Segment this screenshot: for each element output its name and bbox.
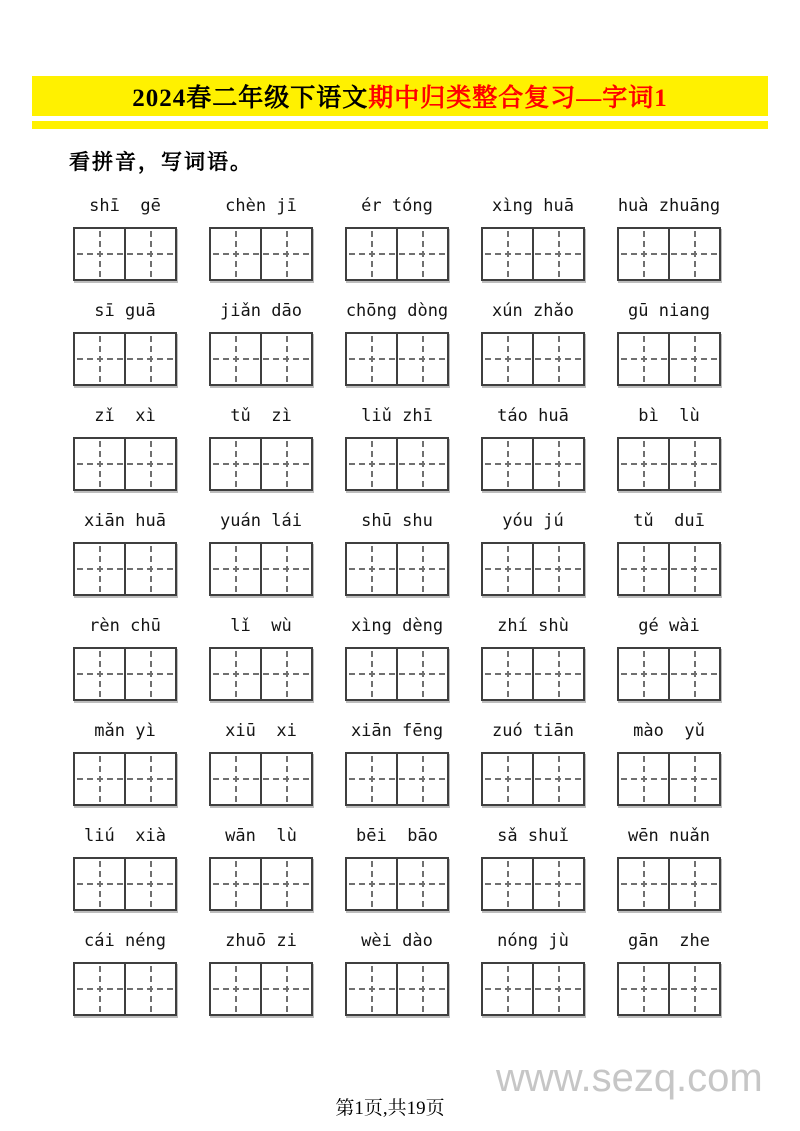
- grid-center-horizontal-dash: [485, 883, 581, 885]
- writing-grid: [209, 857, 313, 911]
- word-row: [72, 610, 722, 715]
- writing-grid: [73, 752, 177, 806]
- word-item: [616, 295, 722, 400]
- word-row: [72, 505, 722, 610]
- writing-grid: [73, 332, 177, 386]
- word-row: [72, 715, 722, 820]
- word-item: [72, 610, 178, 715]
- grid-center-horizontal-dash: [349, 463, 445, 465]
- word-item: [344, 505, 450, 610]
- word-item: [480, 295, 586, 400]
- pinyin-label: gé wài: [638, 616, 700, 636]
- writing-grid: [73, 962, 177, 1016]
- grid-center-horizontal-dash: [621, 988, 717, 990]
- word-item: [616, 715, 722, 820]
- pinyin-label: sī guā: [94, 301, 156, 321]
- writing-grid: [345, 857, 449, 911]
- pinyin-label: bì lù: [638, 406, 700, 426]
- word-item: [480, 190, 586, 295]
- grid-center-horizontal-dash: [485, 673, 581, 675]
- word-item: [344, 295, 450, 400]
- pinyin-label: nóng jù: [497, 931, 569, 951]
- writing-grid: [209, 962, 313, 1016]
- grid-center-horizontal-dash: [77, 673, 173, 675]
- word-item: [616, 400, 722, 505]
- writing-grid: [617, 227, 721, 281]
- watermark: www.sezq.com: [496, 1056, 763, 1100]
- word-item: [480, 925, 586, 1030]
- word-item: [208, 715, 314, 820]
- word-item: [480, 610, 586, 715]
- word-item: [72, 820, 178, 925]
- pinyin-label: sǎ shuǐ: [497, 826, 569, 846]
- word-item: [208, 610, 314, 715]
- writing-grid: [617, 752, 721, 806]
- word-item: [208, 400, 314, 505]
- writing-grid: [481, 542, 585, 596]
- word-item: [616, 505, 722, 610]
- word-item: [616, 190, 722, 295]
- pinyin-label: rèn chū: [89, 616, 161, 636]
- writing-grid: [73, 647, 177, 701]
- grid-center-horizontal-dash: [213, 253, 309, 255]
- grid-center-horizontal-dash: [349, 673, 445, 675]
- grid-center-horizontal-dash: [349, 253, 445, 255]
- word-row: [72, 820, 722, 925]
- writing-grid: [209, 647, 313, 701]
- pinyin-label: shī gē: [89, 196, 161, 216]
- writing-grid: [481, 752, 585, 806]
- writing-grid: [73, 227, 177, 281]
- writing-grid: [481, 647, 585, 701]
- pinyin-label: xún zhǎo: [492, 301, 574, 321]
- grid-center-horizontal-dash: [77, 778, 173, 780]
- writing-grid: [209, 752, 313, 806]
- grid-center-horizontal-dash: [621, 673, 717, 675]
- pinyin-label: zhí shù: [497, 616, 569, 636]
- writing-grid: [345, 542, 449, 596]
- pinyin-label: shū shu: [361, 511, 433, 531]
- writing-grid: [209, 332, 313, 386]
- pinyin-label: yóu jú: [502, 511, 564, 531]
- pinyin-label: zhuō zi: [225, 931, 297, 951]
- pinyin-label: wèi dào: [361, 931, 433, 951]
- pinyin-label: gān zhe: [628, 931, 710, 951]
- word-item: [208, 925, 314, 1030]
- writing-grid: [481, 857, 585, 911]
- grid-center-horizontal-dash: [77, 463, 173, 465]
- pinyin-label: tǔ zì: [230, 406, 292, 426]
- writing-grid: [481, 227, 585, 281]
- writing-grid: [617, 962, 721, 1016]
- grid-center-horizontal-dash: [213, 358, 309, 360]
- writing-grid: [209, 437, 313, 491]
- word-item: [480, 715, 586, 820]
- grid-center-horizontal-dash: [77, 358, 173, 360]
- word-item: [208, 190, 314, 295]
- pinyin-label: liú xià: [84, 826, 166, 846]
- grid-center-horizontal-dash: [77, 883, 173, 885]
- grid-center-horizontal-dash: [213, 568, 309, 570]
- pinyin-label: mǎn yì: [94, 721, 156, 741]
- writing-grid: [617, 332, 721, 386]
- writing-grid: [73, 437, 177, 491]
- word-item: [72, 715, 178, 820]
- word-item: [344, 925, 450, 1030]
- word-item: [616, 925, 722, 1030]
- pinyin-label: chèn jī: [225, 196, 297, 216]
- pinyin-label: wān lù: [225, 826, 297, 846]
- writing-grid: [345, 647, 449, 701]
- banner-underline-strip: [32, 121, 768, 129]
- grid-center-horizontal-dash: [77, 253, 173, 255]
- word-item: [72, 190, 178, 295]
- word-row: [72, 295, 722, 400]
- pinyin-label: wēn nuǎn: [628, 826, 710, 846]
- writing-grid: [617, 437, 721, 491]
- pinyin-label: xìng dèng: [350, 616, 444, 636]
- writing-grid: [617, 857, 721, 911]
- writing-grid: [481, 962, 585, 1016]
- word-row: [72, 400, 722, 505]
- title-text-red: 期中归类整合复习—字词1: [368, 85, 668, 112]
- writing-grid: [345, 962, 449, 1016]
- pinyin-label: bēi bāo: [356, 826, 438, 846]
- pinyin-label: lǐ wù: [230, 616, 292, 636]
- word-grid-area: [72, 190, 722, 1030]
- writing-grid: [617, 647, 721, 701]
- grid-center-horizontal-dash: [621, 883, 717, 885]
- grid-center-horizontal-dash: [213, 883, 309, 885]
- title-banner: [32, 76, 768, 116]
- word-item: [480, 820, 586, 925]
- word-item: [72, 400, 178, 505]
- writing-grid: [481, 332, 585, 386]
- grid-center-horizontal-dash: [349, 778, 445, 780]
- writing-grid: [345, 227, 449, 281]
- pinyin-label: tǔ duī: [633, 511, 705, 531]
- pinyin-label: xìng huā: [492, 196, 574, 216]
- grid-center-horizontal-dash: [213, 778, 309, 780]
- word-item: [208, 295, 314, 400]
- grid-center-horizontal-dash: [77, 988, 173, 990]
- word-item: [480, 400, 586, 505]
- word-item: [344, 715, 450, 820]
- grid-center-horizontal-dash: [349, 883, 445, 885]
- pinyin-label: zuó tiān: [492, 721, 574, 741]
- pinyin-label: cái néng: [84, 931, 166, 951]
- grid-center-horizontal-dash: [349, 988, 445, 990]
- grid-center-horizontal-dash: [621, 568, 717, 570]
- word-item: [344, 610, 450, 715]
- word-item: [208, 505, 314, 610]
- grid-center-horizontal-dash: [213, 988, 309, 990]
- writing-grid: [209, 542, 313, 596]
- word-item: [208, 820, 314, 925]
- pinyin-label: jiǎn dāo: [220, 301, 302, 321]
- word-item: [480, 505, 586, 610]
- pinyin-label: xiū xi: [225, 721, 297, 741]
- word-item: [72, 505, 178, 610]
- writing-grid: [73, 542, 177, 596]
- word-item: [72, 925, 178, 1030]
- page-number: 第1页,共19页: [335, 1098, 445, 1119]
- grid-center-horizontal-dash: [485, 778, 581, 780]
- writing-grid: [345, 332, 449, 386]
- word-item: [344, 820, 450, 925]
- writing-grid: [345, 437, 449, 491]
- pinyin-label: huà zhuāng: [617, 196, 721, 216]
- grid-center-horizontal-dash: [213, 673, 309, 675]
- pinyin-label: ér tóng: [361, 196, 433, 216]
- grid-center-horizontal-dash: [621, 778, 717, 780]
- grid-center-horizontal-dash: [485, 253, 581, 255]
- grid-center-horizontal-dash: [621, 463, 717, 465]
- title-text-black: 2024春二年级下语文: [132, 85, 369, 112]
- word-row: [72, 925, 722, 1030]
- grid-center-horizontal-dash: [485, 463, 581, 465]
- word-item: [72, 295, 178, 400]
- word-item: [616, 820, 722, 925]
- pinyin-label: xiān fēng: [350, 721, 444, 741]
- grid-center-horizontal-dash: [485, 568, 581, 570]
- grid-center-horizontal-dash: [621, 253, 717, 255]
- pinyin-label: xiān huā: [84, 511, 166, 531]
- pinyin-label: táo huā: [497, 406, 569, 426]
- word-row: [72, 190, 722, 295]
- writing-grid: [345, 752, 449, 806]
- grid-center-horizontal-dash: [485, 988, 581, 990]
- grid-center-horizontal-dash: [485, 358, 581, 360]
- writing-grid: [617, 542, 721, 596]
- pinyin-label: gū niang: [628, 301, 710, 321]
- pinyin-label: mào yǔ: [633, 721, 705, 741]
- grid-center-horizontal-dash: [77, 568, 173, 570]
- grid-center-horizontal-dash: [213, 463, 309, 465]
- pinyin-label: zǐ xì: [94, 406, 156, 426]
- writing-grid: [209, 227, 313, 281]
- grid-center-horizontal-dash: [349, 568, 445, 570]
- writing-grid: [73, 857, 177, 911]
- pinyin-label: yuán lái: [220, 511, 302, 531]
- pinyin-label: chōng dòng: [345, 301, 449, 321]
- grid-center-horizontal-dash: [349, 358, 445, 360]
- word-item: [344, 400, 450, 505]
- word-item: [616, 610, 722, 715]
- grid-center-horizontal-dash: [621, 358, 717, 360]
- instruction-heading: 看拼音，写词语。: [69, 150, 253, 174]
- writing-grid: [481, 437, 585, 491]
- word-item: [344, 190, 450, 295]
- pinyin-label: liǔ zhī: [361, 406, 433, 426]
